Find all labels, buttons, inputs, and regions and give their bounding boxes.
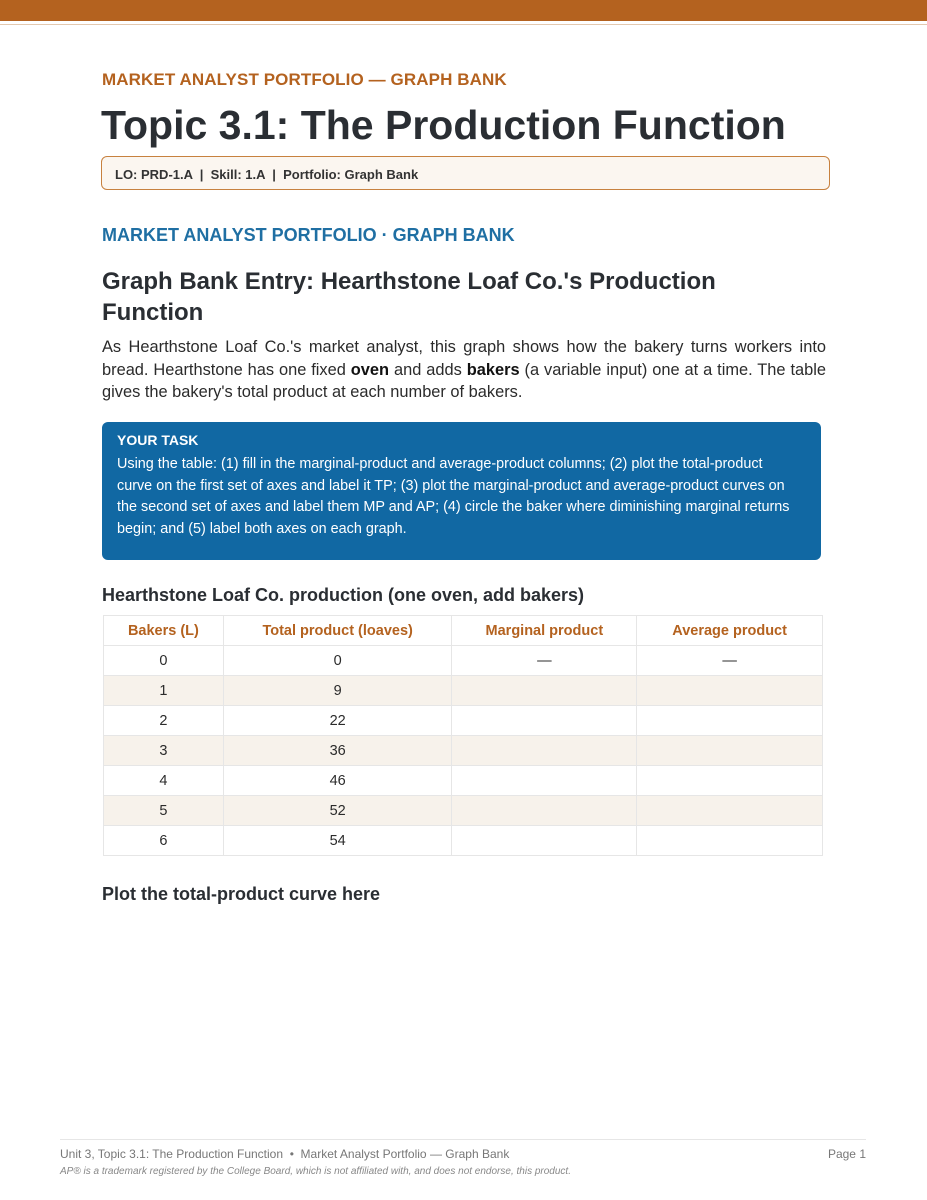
cell-marginal-product: — xyxy=(452,646,637,676)
cell-total-product: 46 xyxy=(223,766,452,796)
intro-bold-bakers: bakers xyxy=(466,360,520,379)
intro-text-2: and adds xyxy=(389,360,467,379)
plot-area-label: Plot the total-product curve here xyxy=(102,884,381,904)
cell-total-product: 22 xyxy=(223,706,452,736)
table-row xyxy=(104,646,823,676)
cell-marginal-product[interactable] xyxy=(452,796,637,826)
cell-average-product[interactable] xyxy=(637,706,823,736)
cell-average-product[interactable] xyxy=(637,826,823,856)
intro-text-3: (a variable input) one at a time. The table gives the bakery's total product at each number of bakers. xyxy=(102,360,826,401)
table-caption: Hearthstone Loaf Co. production (one oven, add bakers) xyxy=(102,585,585,605)
table-row xyxy=(104,676,823,706)
meta-box xyxy=(101,156,830,190)
entry-title: Graph Bank Entry: Hearthstone Loaf Co.'s Production Function xyxy=(102,268,716,326)
intro-paragraph xyxy=(102,336,826,404)
cell-average-product[interactable] xyxy=(637,736,823,766)
task-box xyxy=(102,422,821,560)
task-heading: YOUR TASK xyxy=(117,432,199,448)
page-number: Page 1 xyxy=(827,1147,866,1161)
meta-text: LO: PRD-1.A | Skill: 1.A | Portfolio: Graph Bank xyxy=(115,167,419,182)
table-row xyxy=(104,766,823,796)
intro-bold-oven: oven xyxy=(350,360,390,379)
cell-marginal-product[interactable] xyxy=(452,706,637,736)
col-header-total-product: Total product (loaves) xyxy=(223,616,452,646)
cell-total-product: 36 xyxy=(223,736,452,766)
cell-total-product: 54 xyxy=(223,826,452,856)
header-eyebrow: MARKET ANALYST PORTFOLIO — GRAPH BANK xyxy=(102,70,507,89)
cell-total-product: 9 xyxy=(223,676,452,706)
cell-average-product[interactable] xyxy=(637,676,823,706)
col-header-average-product: Average product xyxy=(637,616,823,646)
cell-bakers: 0 xyxy=(104,646,224,676)
table-row xyxy=(104,706,823,736)
page-title: Topic 3.1: The Production Function xyxy=(101,102,786,148)
production-table xyxy=(103,615,823,856)
col-header-marginal-product: Marginal product xyxy=(452,616,637,646)
table-row xyxy=(104,826,823,856)
cell-bakers: 4 xyxy=(104,766,224,796)
cell-marginal-product[interactable] xyxy=(452,826,637,856)
cell-bakers: 2 xyxy=(104,706,224,736)
footer-divider xyxy=(60,1139,866,1140)
cell-bakers: 3 xyxy=(104,736,224,766)
cell-total-product: 0 xyxy=(223,646,452,676)
cell-marginal-product[interactable] xyxy=(452,676,637,706)
cell-bakers: 6 xyxy=(104,826,224,856)
section-label: MARKET ANALYST PORTFOLIO · GRAPH BANK xyxy=(102,225,515,245)
cell-bakers: 1 xyxy=(104,676,224,706)
col-header-bakers: Bakers (L) xyxy=(104,616,224,646)
task-body: Using the table: (1) fill in the marginal-product and average-product columns; (2) plot the total-product curve on the first set of axes and label it TP; (3) plot the marginal-product and average-product curves on the second set of axes and label them MP and AP; (4) circle the baker where diminishing marginal returns begin; and (5) label both axes on each graph. xyxy=(117,456,790,537)
table-row xyxy=(104,736,823,766)
intro-text-1: As Hearthstone Loaf Co.'s market analyst, this graph shows how the bakery turns workers into bread. Hearthstone has one fixed xyxy=(102,338,826,379)
cell-marginal-product[interactable] xyxy=(452,736,637,766)
top-color-band xyxy=(0,0,927,21)
table-row xyxy=(104,796,823,826)
footer-text: Unit 3, Topic 3.1: The Production Function • Market Analyst Portfolio — Graph Bank xyxy=(60,1147,510,1161)
cell-bakers: 5 xyxy=(104,796,224,826)
table-header-row xyxy=(104,616,823,646)
cell-total-product: 52 xyxy=(223,796,452,826)
cell-marginal-product[interactable] xyxy=(452,766,637,796)
top-divider xyxy=(0,24,927,25)
cell-average-product: — xyxy=(637,646,823,676)
cell-average-product[interactable] xyxy=(637,796,823,826)
trademark-note: AP® is a trademark registered by the College Board, which is not affiliated with, and does not endorse, this product. xyxy=(60,1166,571,1177)
cell-average-product[interactable] xyxy=(637,766,823,796)
